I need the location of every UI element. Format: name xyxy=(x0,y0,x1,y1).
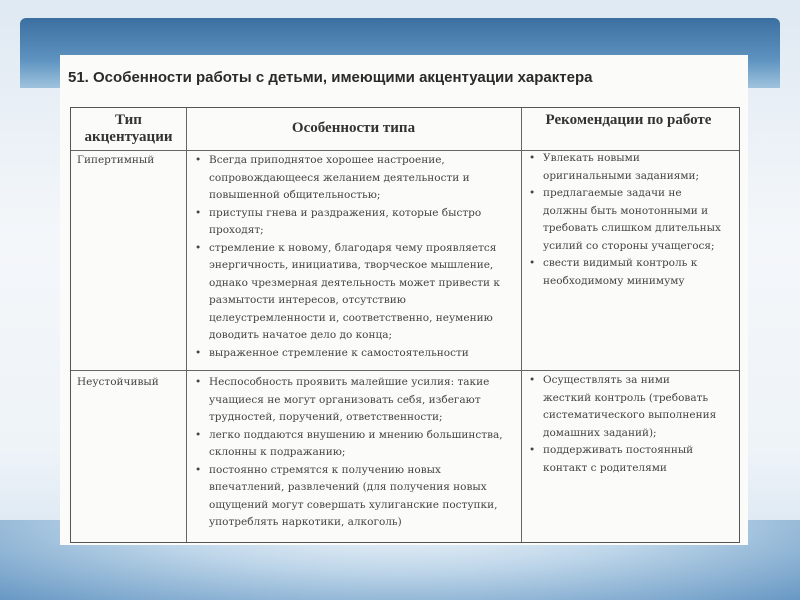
list-item: • предлагаемые задачи не должны быть монотонными и требовать слишком длительных усилий со стороны учащегося; xyxy=(527,185,727,255)
list-item: • стремление к новому, благодаря чему проявляется энергичность, инициатива, творческое мышление, однако чрезмерная деятельность может привести к размытости интересов, отсутствию целеустремленности и, соответственно, неумению доводить начатое дело до конца; xyxy=(193,240,508,345)
list-item: • поддерживать постоянный контакт с родителями xyxy=(527,442,717,477)
scanned-document xyxy=(60,55,748,545)
list-item: • выраженное стремление к самостоятельности xyxy=(193,345,508,363)
list-item: • Неспособность проявить малейшие усилия: такие учащиеся не могут организовать себя, избегают трудностей, поручений, ответственности; xyxy=(193,374,513,427)
header-recommendations: Рекомендации по работе xyxy=(545,112,712,128)
table-title: 51. Особенности работы с детьми, имеющими акцентуации характера xyxy=(68,69,593,86)
column-divider xyxy=(186,108,187,542)
list-item: • легко поддаются внушению и мнению большинства, склонны к подражанию; xyxy=(193,427,513,462)
list-item: • постоянно стремятся к получению новых впечатлений, развлечений (для получения новых ощущений могут совершать хулиганские поступки, употреблять наркотики, алкоголь) xyxy=(193,462,513,532)
row-features xyxy=(193,152,508,362)
list-item: • приступы гнева и раздражения, которые быстро проходят; xyxy=(193,205,508,240)
row-type: Неустойчивый xyxy=(77,376,159,388)
list-item: • Осуществлять за ними жесткий контроль (требовать систематического выполнения домашних заданий); xyxy=(527,372,717,442)
accentuation-table xyxy=(70,107,740,543)
header-type: Тип акцентуации xyxy=(84,112,173,145)
row-features xyxy=(193,374,513,532)
row-recommendations xyxy=(527,372,717,477)
column-divider xyxy=(521,108,522,542)
list-item: • свести видимый контроль к необходимому минимуму xyxy=(527,255,727,290)
row-type: Гипертимный xyxy=(77,154,155,166)
list-item: • Всегда приподнятое хорошее настроение, сопровождающееся желанием деятельности и повышенной общительностью; xyxy=(193,152,508,205)
header-features: Особенности типа xyxy=(291,120,416,136)
list-item: • Увлекать новыми оригинальными заданиями; xyxy=(527,150,727,185)
row-divider xyxy=(71,370,739,371)
row-recommendations xyxy=(527,150,727,290)
